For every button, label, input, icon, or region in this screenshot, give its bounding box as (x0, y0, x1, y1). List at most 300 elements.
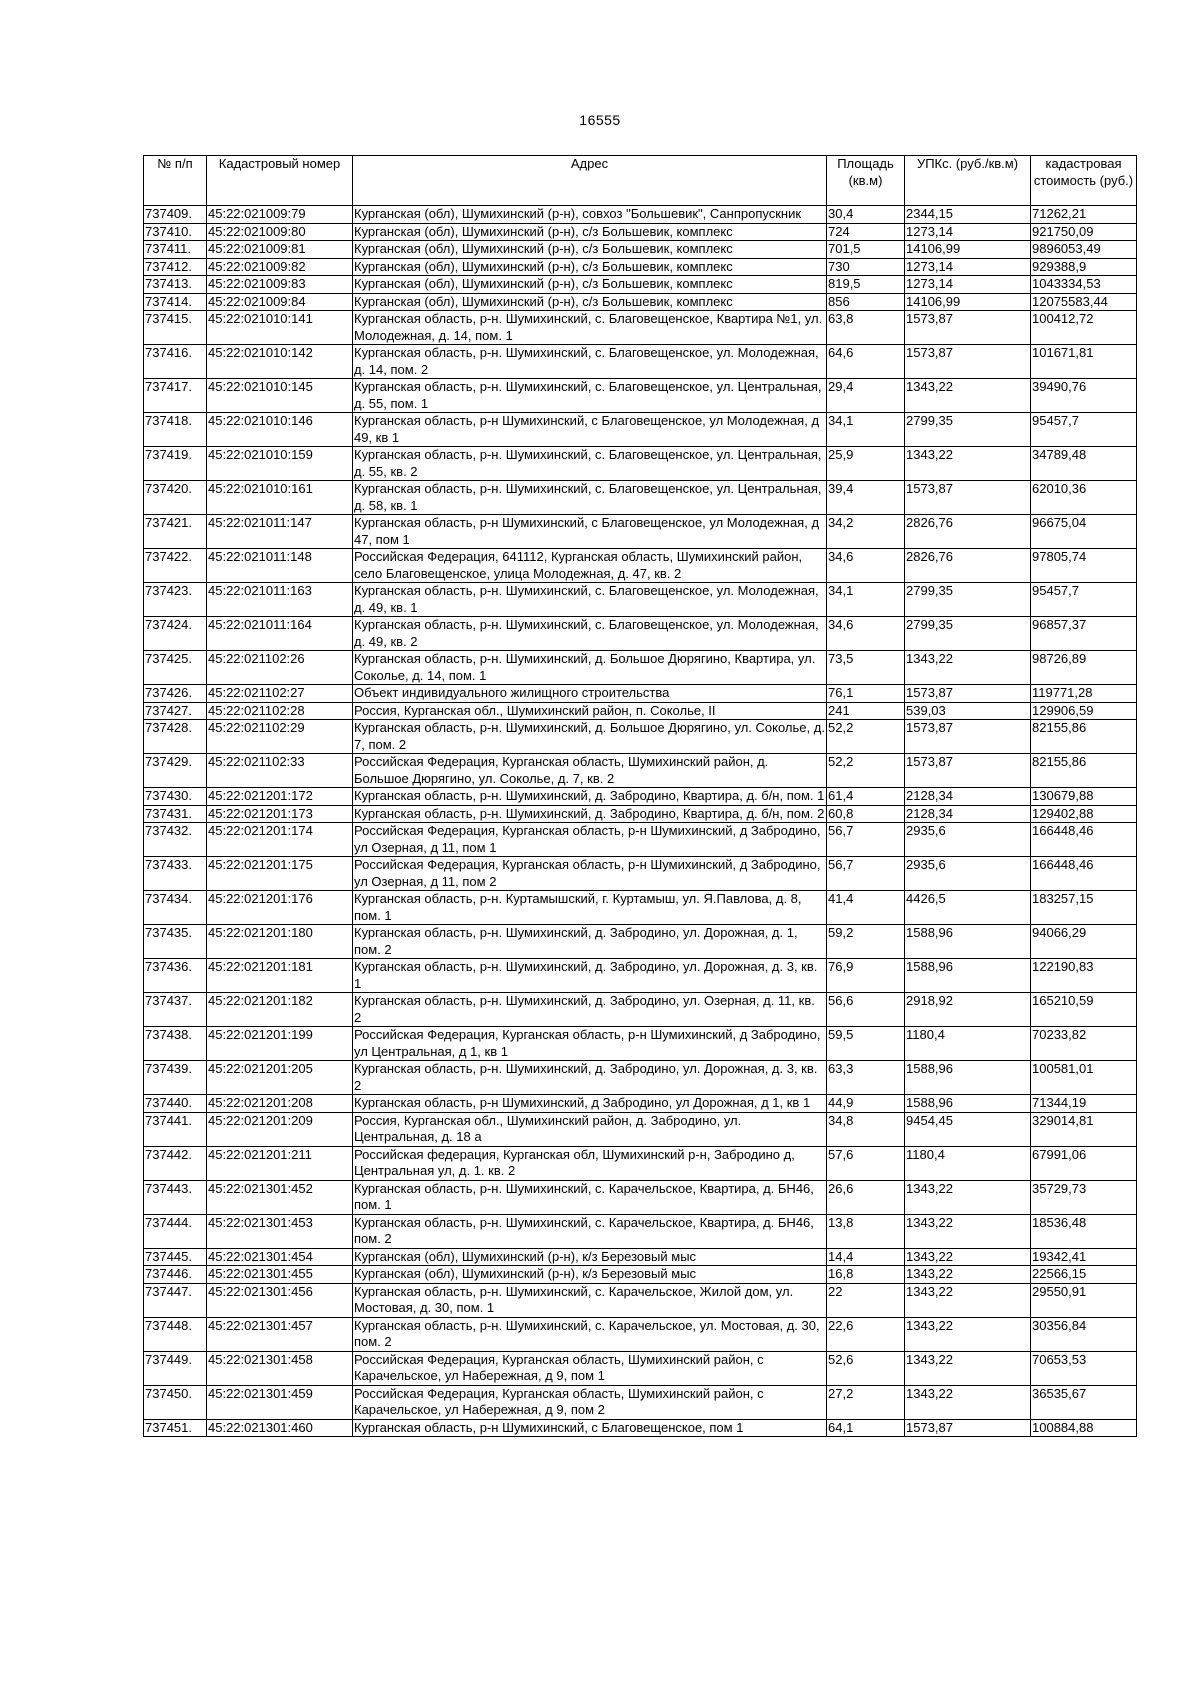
table-row (144, 702, 1137, 720)
address-cell: Курганская область, р-н. Шумихинский, с. Карачельское, Жилой дом, ул. Мостовая, д. 30, пом. 1 (353, 1283, 827, 1317)
area-cell: 819,5 (827, 276, 905, 294)
upks-cell: 1343,22 (905, 1266, 1031, 1284)
area-cell: 56,7 (827, 823, 905, 857)
address-cell: Курганская область, р-н. Шумихинский, д. Забродино, ул. Озерная, д. 11, кв. 2 (353, 993, 827, 1027)
cadastral-cost-cell: 67991,06 (1031, 1146, 1137, 1180)
row-number-cell: 737432. (144, 823, 207, 857)
cadastral-number-cell: 45:22:021010:159 (207, 447, 353, 481)
upks-cell: 2826,76 (905, 515, 1031, 549)
address-cell: Российская Федерация, 641112, Курганская область, Шумихинский район, село Благовещенское, улица Молодежная, д. 47, кв. 2 (353, 549, 827, 583)
row-number-cell: 737416. (144, 345, 207, 379)
cadastral-number-cell: 45:22:021301:456 (207, 1283, 353, 1317)
address-cell: Курганская (обл), Шумихинский (р-н), с/з Большевик, комплекс (353, 293, 827, 311)
table-body (144, 206, 1137, 1437)
address-cell: Курганская область, р-н. Шумихинский, д. Забродино, ул. Дорожная, д. 1, пом. 2 (353, 925, 827, 959)
address-cell: Курганская область, р-н. Шумихинский, с. Карачельское, Квартира, д. БН46, пом. 1 (353, 1180, 827, 1214)
row-number-cell: 737414. (144, 293, 207, 311)
cadastral-cost-cell: 70233,82 (1031, 1027, 1137, 1061)
area-cell: 56,6 (827, 993, 905, 1027)
address-cell: Курганская область, р-н. Шумихинский, с. Благовещенское, ул. Молодежная, д. 14, пом. 2 (353, 345, 827, 379)
area-cell: 29,4 (827, 379, 905, 413)
cadastral-cost-cell: 166448,46 (1031, 857, 1137, 891)
table-header-row (144, 156, 1137, 206)
area-cell: 701,5 (827, 241, 905, 259)
address-cell: Курганская область, р-н. Шумихинский, с. Благовещенское, ул. Молодежная, д. 49, кв. 1 (353, 583, 827, 617)
table-row (144, 379, 1137, 413)
upks-cell: 1343,22 (905, 1248, 1031, 1266)
cadastral-number-cell: 45:22:021010:141 (207, 311, 353, 345)
table-row (144, 1061, 1137, 1095)
table-row (144, 788, 1137, 806)
row-number-cell: 737410. (144, 223, 207, 241)
row-number-cell: 737413. (144, 276, 207, 294)
table-row (144, 1027, 1137, 1061)
area-cell: 57,6 (827, 1146, 905, 1180)
cadastral-cost-cell: 96857,37 (1031, 617, 1137, 651)
cadastral-cost-cell: 95457,7 (1031, 413, 1137, 447)
row-number-cell: 737419. (144, 447, 207, 481)
area-cell: 64,1 (827, 1419, 905, 1437)
upks-cell: 1273,14 (905, 258, 1031, 276)
address-cell: Курганская область, р-н. Куртамышский, г. Куртамыш, ул. Я.Павлова, д. 8, пом. 1 (353, 891, 827, 925)
cadastral-cost-cell: 165210,59 (1031, 993, 1137, 1027)
cadastral-number-cell: 45:22:021011:163 (207, 583, 353, 617)
area-cell: 26,6 (827, 1180, 905, 1214)
upks-cell: 1343,22 (905, 1317, 1031, 1351)
table-row (144, 583, 1137, 617)
cadastral-number-cell: 45:22:021009:83 (207, 276, 353, 294)
cadastral-number-cell: 45:22:021201:211 (207, 1146, 353, 1180)
cadastral-cost-cell: 183257,15 (1031, 891, 1137, 925)
area-cell: 22 (827, 1283, 905, 1317)
upks-cell: 539,03 (905, 702, 1031, 720)
address-cell: Курганская область, р-н. Шумихинский, с. Благовещенское, ул. Центральная, д. 55, кв. 2 (353, 447, 827, 481)
table-row (144, 1214, 1137, 1248)
table-row (144, 1146, 1137, 1180)
upks-cell: 2918,92 (905, 993, 1031, 1027)
cadastral-cost-cell: 71262,21 (1031, 206, 1137, 224)
row-number-cell: 737418. (144, 413, 207, 447)
address-cell: Курганская область, р-н. Шумихинский, д. Забродино, ул. Дорожная, д. 3, кв. 1 (353, 959, 827, 993)
row-number-cell: 737436. (144, 959, 207, 993)
table-row (144, 1385, 1137, 1419)
table-row (144, 617, 1137, 651)
cadastral-number-cell: 45:22:021201:199 (207, 1027, 353, 1061)
table-row (144, 754, 1137, 788)
address-cell: Курганская (обл), Шумихинский (р-н), совхоз "Большевик", Санпропускник (353, 206, 827, 224)
address-cell: Курганская область, р-н Шумихинский, с Благовещенское, пом 1 (353, 1419, 827, 1437)
row-number-cell: 737444. (144, 1214, 207, 1248)
cadastral-cost-cell: 29550,91 (1031, 1283, 1137, 1317)
row-number-cell: 737443. (144, 1180, 207, 1214)
cadastral-cost-cell: 101671,81 (1031, 345, 1137, 379)
cadastral-cost-cell: 95457,7 (1031, 583, 1137, 617)
table-row (144, 413, 1137, 447)
cadastral-number-cell: 45:22:021011:148 (207, 549, 353, 583)
table-row (144, 651, 1137, 685)
address-cell: Курганская область, р-н Шумихинский, с Благовещенское, ул Молодежная, д 47, пом 1 (353, 515, 827, 549)
address-cell: Курганская область, р-н. Шумихинский, с. Благовещенское, Квартира №1, ул. Молодежная, д. 14, пом. 1 (353, 311, 827, 345)
table-row (144, 206, 1137, 224)
address-cell: Российская Федерация, Курганская область, Шумихинский район, с Карачельское, ул Набережная, д 9, пом 2 (353, 1385, 827, 1419)
page-number: 16555 (579, 112, 621, 128)
address-cell: Курганская область, р-н. Шумихинский, с. Благовещенское, ул. Центральная, д. 55, пом. 1 (353, 379, 827, 413)
area-cell: 64,6 (827, 345, 905, 379)
column-header-cadastral-cost: кадастровая стоимость (руб.) (1031, 156, 1137, 206)
row-number-cell: 737445. (144, 1248, 207, 1266)
address-cell: Российская федерация, Курганская обл, Шумихинский р-н, Забродино д, Центральная ул, д. 1. кв. 2 (353, 1146, 827, 1180)
cadastral-number-cell: 45:22:021009:80 (207, 223, 353, 241)
upks-cell: 1343,22 (905, 447, 1031, 481)
upks-cell: 1573,87 (905, 754, 1031, 788)
cadastral-number-cell: 45:22:021201:205 (207, 1061, 353, 1095)
row-number-cell: 737435. (144, 925, 207, 959)
address-cell: Курганская область, р-н Шумихинский, д Забродино, ул Дорожная, д 1, кв 1 (353, 1095, 827, 1113)
table-row (144, 549, 1137, 583)
row-number-cell: 737424. (144, 617, 207, 651)
table-row (144, 1266, 1137, 1284)
area-cell: 63,3 (827, 1061, 905, 1095)
table-row (144, 1351, 1137, 1385)
area-cell: 61,4 (827, 788, 905, 806)
table-row (144, 1419, 1137, 1437)
upks-cell: 1343,22 (905, 651, 1031, 685)
cadastral-number-cell: 45:22:021011:147 (207, 515, 353, 549)
table-row (144, 925, 1137, 959)
upks-cell: 2799,35 (905, 583, 1031, 617)
address-cell: Российская Федерация, Курганская область, Шумихинский район, с Карачельское, ул Набережная, д 9, пом 1 (353, 1351, 827, 1385)
cadastral-cost-cell: 19342,41 (1031, 1248, 1137, 1266)
cadastral-cost-cell: 39490,76 (1031, 379, 1137, 413)
cadastral-cost-cell: 9896053,49 (1031, 241, 1137, 259)
cadastral-number-cell: 45:22:021201:180 (207, 925, 353, 959)
upks-cell: 2826,76 (905, 549, 1031, 583)
cadastral-number-cell: 45:22:021301:455 (207, 1266, 353, 1284)
area-cell: 27,2 (827, 1385, 905, 1419)
row-number-cell: 737448. (144, 1317, 207, 1351)
upks-cell: 1573,87 (905, 720, 1031, 754)
cadastral-cost-cell: 100581,01 (1031, 1061, 1137, 1095)
upks-cell: 1273,14 (905, 276, 1031, 294)
cadastral-number-cell: 45:22:021301:458 (207, 1351, 353, 1385)
upks-cell: 1588,96 (905, 1061, 1031, 1095)
cadastral-number-cell: 45:22:021201:173 (207, 805, 353, 823)
cadastral-number-cell: 45:22:021301:453 (207, 1214, 353, 1248)
address-cell: Курганская область, р-н Шумихинский, с Благовещенское, ул Молодежная, д 49, кв 1 (353, 413, 827, 447)
cadastral-number-cell: 45:22:021301:459 (207, 1385, 353, 1419)
cadastral-cost-cell: 36535,67 (1031, 1385, 1137, 1419)
row-number-cell: 737415. (144, 311, 207, 345)
upks-cell: 1343,22 (905, 1351, 1031, 1385)
table-row (144, 345, 1137, 379)
cadastral-cost-cell: 96675,04 (1031, 515, 1137, 549)
cadastral-number-cell: 45:22:021102:26 (207, 651, 353, 685)
cadastral-cost-cell: 129402,88 (1031, 805, 1137, 823)
cadastral-number-cell: 45:22:021009:81 (207, 241, 353, 259)
area-cell: 76,9 (827, 959, 905, 993)
row-number-cell: 737427. (144, 702, 207, 720)
cadastral-number-cell: 45:22:021201:174 (207, 823, 353, 857)
column-header-upks: УПКс. (руб./кв.м) (905, 156, 1031, 206)
upks-cell: 1273,14 (905, 223, 1031, 241)
cadastral-number-cell: 45:22:021301:452 (207, 1180, 353, 1214)
upks-cell: 9454,45 (905, 1112, 1031, 1146)
address-cell: Российская Федерация, Курганская область, р-н Шумихинский, д Забродино, ул Центральная, д 1, кв 1 (353, 1027, 827, 1061)
row-number-cell: 737440. (144, 1095, 207, 1113)
cadastral-number-cell: 45:22:021201:175 (207, 857, 353, 891)
table-row (144, 515, 1137, 549)
cadastral-cost-cell: 100412,72 (1031, 311, 1137, 345)
upks-cell: 1343,22 (905, 1283, 1031, 1317)
cadastral-number-cell: 45:22:021102:33 (207, 754, 353, 788)
row-number-cell: 737434. (144, 891, 207, 925)
cadastral-cost-cell: 12075583,44 (1031, 293, 1137, 311)
row-number-cell: 737421. (144, 515, 207, 549)
upks-cell: 1573,87 (905, 345, 1031, 379)
cadastral-number-cell: 45:22:021201:209 (207, 1112, 353, 1146)
cadastral-cost-cell: 130679,88 (1031, 788, 1137, 806)
area-cell: 52,2 (827, 754, 905, 788)
cadastral-number-cell: 45:22:021011:164 (207, 617, 353, 651)
area-cell: 56,7 (827, 857, 905, 891)
address-cell: Курганская (обл), Шумихинский (р-н), с/з Большевик, комплекс (353, 223, 827, 241)
row-number-cell: 737429. (144, 754, 207, 788)
address-cell: Курганская область, р-н. Шумихинский, с. Благовещенское, ул. Молодежная, д. 49, кв. 2 (353, 617, 827, 651)
cadastral-cost-cell: 119771,28 (1031, 685, 1137, 703)
cadastral-cost-cell: 22566,15 (1031, 1266, 1137, 1284)
row-number-cell: 737437. (144, 993, 207, 1027)
address-cell: Россия, Курганская обл., Шумихинский район, п. Соколье, II (353, 702, 827, 720)
area-cell: 34,8 (827, 1112, 905, 1146)
area-cell: 60,8 (827, 805, 905, 823)
row-number-cell: 737412. (144, 258, 207, 276)
cadastral-cost-cell: 129906,59 (1031, 702, 1137, 720)
area-cell: 34,1 (827, 413, 905, 447)
area-cell: 59,2 (827, 925, 905, 959)
address-cell: Российская Федерация, Курганская область, Шумихинский район, д. Большое Дюрягино, ул. Соколье, д. 7, кв. 2 (353, 754, 827, 788)
table-row (144, 1095, 1137, 1113)
area-cell: 241 (827, 702, 905, 720)
address-cell: Курганская область, р-н. Шумихинский, д. Забродино, ул. Дорожная, д. 3, кв. 2 (353, 1061, 827, 1095)
table-row (144, 258, 1137, 276)
cadastral-cost-cell: 34789,48 (1031, 447, 1137, 481)
upks-cell: 14106,99 (905, 293, 1031, 311)
cadastral-number-cell: 45:22:021201:172 (207, 788, 353, 806)
cadastral-cost-cell: 71344,19 (1031, 1095, 1137, 1113)
upks-cell: 1573,87 (905, 685, 1031, 703)
cadastral-cost-cell: 122190,83 (1031, 959, 1137, 993)
row-number-cell: 737447. (144, 1283, 207, 1317)
table-row (144, 241, 1137, 259)
cadastral-cost-cell: 97805,74 (1031, 549, 1137, 583)
cadastral-number-cell: 45:22:021201:176 (207, 891, 353, 925)
table-row (144, 1180, 1137, 1214)
area-cell: 856 (827, 293, 905, 311)
address-cell: Курганская область, р-н. Шумихинский, д. Большое Дюрягино, Квартира, ул. Соколье, д. 14, пом. 1 (353, 651, 827, 685)
address-cell: Курганская область, р-н. Шумихинский, д. Большое Дюрягино, ул. Соколье, д. 7, пом. 2 (354, 720, 825, 752)
address-cell: Российская Федерация, Курганская область, р-н Шумихинский, д Забродино, ул Озерная, д 11, пом 1 (353, 823, 827, 857)
cadastral-number-cell: 45:22:021009:84 (207, 293, 353, 311)
table-row (144, 805, 1137, 823)
cadastral-cost-cell: 30356,84 (1031, 1317, 1137, 1351)
area-cell: 73,5 (827, 651, 905, 685)
table-row (144, 1317, 1137, 1351)
upks-cell: 1588,96 (905, 959, 1031, 993)
table-row (144, 993, 1137, 1027)
row-number-cell: 737439. (144, 1061, 207, 1095)
upks-cell: 1588,96 (905, 1095, 1031, 1113)
area-cell: 724 (827, 223, 905, 241)
area-cell: 22,6 (827, 1317, 905, 1351)
cadastral-number-cell: 45:22:021010:161 (207, 481, 353, 515)
cadastral-number-cell: 45:22:021301:454 (207, 1248, 353, 1266)
address-cell: Курганская (обл), Шумихинский (р-н), с/з Большевик, комплекс (353, 241, 827, 259)
table-row (144, 447, 1137, 481)
cadastral-number-cell: 45:22:021102:27 (207, 685, 353, 703)
column-header-area: Площадь (кв.м) (827, 156, 905, 206)
cadastral-number-cell: 45:22:021201:208 (207, 1095, 353, 1113)
area-cell: 14,4 (827, 1248, 905, 1266)
column-header-num: № п/п (144, 156, 207, 206)
table-row (144, 959, 1137, 993)
cadastral-number-cell: 45:22:021009:79 (207, 206, 353, 224)
cadastral-value-table (143, 155, 1137, 1437)
address-cell: Курганская (обл), Шумихинский (р-н), с/з Большевик, комплекс (353, 258, 827, 276)
cadastral-cost-cell: 929388,9 (1031, 258, 1137, 276)
table-row (144, 891, 1137, 925)
upks-cell: 2799,35 (905, 617, 1031, 651)
cadastral-cost-cell: 82155,86 (1031, 754, 1137, 788)
table-row (144, 1248, 1137, 1266)
upks-cell: 1343,22 (905, 1385, 1031, 1419)
address-cell: Курганская область, р-н. Шумихинский, с. Карачельское, ул. Мостовая, д. 30, пом. 2 (353, 1317, 827, 1351)
row-number-cell: 737431. (144, 805, 207, 823)
area-cell: 52,2 (827, 720, 905, 754)
upks-cell: 1343,22 (905, 1214, 1031, 1248)
table-row (144, 311, 1137, 345)
area-cell: 63,8 (827, 311, 905, 345)
table-row (144, 276, 1137, 294)
upks-cell: 2935,6 (905, 823, 1031, 857)
row-number-cell: 737428. (144, 720, 207, 754)
row-number-cell: 737417. (144, 379, 207, 413)
row-number-cell: 737441. (144, 1112, 207, 1146)
area-cell: 34,1 (827, 583, 905, 617)
row-number-cell: 737423. (144, 583, 207, 617)
row-number-cell: 737442. (144, 1146, 207, 1180)
cadastral-number-cell: 45:22:021301:457 (207, 1317, 353, 1351)
row-number-cell: 737426. (144, 685, 207, 703)
area-cell: 34,6 (827, 617, 905, 651)
upks-cell: 2344,15 (905, 206, 1031, 224)
address-cell: Курганская область, р-н. Шумихинский, д. Забродино, Квартира, д. б/н, пом. 2 (353, 805, 827, 823)
cadastral-number-cell: 45:22:021010:142 (207, 345, 353, 379)
address-cell: Курганская область, р-н. Шумихинский, с. Благовещенское, ул. Центральная, д. 58, кв. 1 (353, 481, 827, 515)
cadastral-cost-cell: 921750,09 (1031, 223, 1137, 241)
table-row (144, 720, 1137, 754)
area-cell: 30,4 (827, 206, 905, 224)
area-cell: 34,6 (827, 549, 905, 583)
cadastral-cost-cell: 62010,36 (1031, 481, 1137, 515)
upks-cell: 4426,5 (905, 891, 1031, 925)
table-row (144, 685, 1137, 703)
area-cell: 16,8 (827, 1266, 905, 1284)
cadastral-cost-cell: 1043334,53 (1031, 276, 1137, 294)
upks-cell: 1180,4 (905, 1027, 1031, 1061)
upks-cell: 14106,99 (905, 241, 1031, 259)
table-row (144, 481, 1137, 515)
area-cell: 52,6 (827, 1351, 905, 1385)
table-row (144, 1283, 1137, 1317)
area-cell: 34,2 (827, 515, 905, 549)
address-cell: Объект индивидуального жилищного строительства (353, 685, 827, 703)
cadastral-number-cell: 45:22:021010:146 (207, 413, 353, 447)
row-number-cell: 737422. (144, 549, 207, 583)
cadastral-number-cell: 45:22:021102:29 (207, 720, 353, 754)
upks-cell: 1180,4 (905, 1146, 1031, 1180)
row-number-cell: 737433. (144, 857, 207, 891)
upks-cell: 1588,96 (905, 925, 1031, 959)
cadastral-cost-cell: 82155,86 (1031, 720, 1137, 754)
area-cell: 59,5 (827, 1027, 905, 1061)
upks-cell: 2935,6 (905, 857, 1031, 891)
area-cell: 44,9 (827, 1095, 905, 1113)
row-number-cell: 737420. (144, 481, 207, 515)
table-row (144, 857, 1137, 891)
column-header-address: Адрес (353, 156, 827, 206)
upks-cell: 2128,34 (905, 788, 1031, 806)
cadastral-cost-cell: 98726,89 (1031, 651, 1137, 685)
upks-cell: 1573,87 (905, 1419, 1031, 1437)
row-number-cell: 737451. (144, 1419, 207, 1437)
upks-cell: 1573,87 (905, 481, 1031, 515)
row-number-cell: 737409. (144, 206, 207, 224)
address-cell: Курганская область, р-н. Шумихинский, с. Карачельское, Квартира, д. БН46, пом. 2 (353, 1214, 827, 1248)
cadastral-number-cell: 45:22:021010:145 (207, 379, 353, 413)
cadastral-cost-cell: 70653,53 (1031, 1351, 1137, 1385)
table-row (144, 1112, 1137, 1146)
upks-cell: 2128,34 (905, 805, 1031, 823)
cadastral-cost-cell: 35729,73 (1031, 1180, 1137, 1214)
address-cell: Курганская (обл), Шумихинский (р-н), к/з Березовый мыс (353, 1266, 827, 1284)
table-row (144, 823, 1137, 857)
cadastral-number-cell: 45:22:021102:28 (207, 702, 353, 720)
row-number-cell: 737449. (144, 1351, 207, 1385)
column-header-cadastral-number: Кадастровый номер (207, 156, 353, 206)
row-number-cell: 737430. (144, 788, 207, 806)
row-number-cell: 737425. (144, 651, 207, 685)
address-cell: Россия, Курганская обл., Шумихинский район, д. Забродино, ул. Центральная, д. 18 а (353, 1112, 827, 1146)
area-cell: 13,8 (827, 1214, 905, 1248)
table-row (144, 223, 1137, 241)
upks-cell: 1343,22 (905, 379, 1031, 413)
area-cell: 41,4 (827, 891, 905, 925)
address-cell: Курганская область, р-н. Шумихинский, д. Забродино, Квартира, д. б/н, пом. 1 (353, 788, 827, 806)
upks-cell: 1573,87 (905, 311, 1031, 345)
cadastral-cost-cell: 166448,46 (1031, 823, 1137, 857)
upks-cell: 1343,22 (905, 1180, 1031, 1214)
cadastral-number-cell: 45:22:021009:82 (207, 258, 353, 276)
address-cell: Российская Федерация, Курганская область, р-н Шумихинский, д Забродино, ул Озерная, д 11, пом 2 (353, 857, 827, 891)
row-number-cell: 737438. (144, 1027, 207, 1061)
table-row (144, 293, 1137, 311)
area-cell: 730 (827, 258, 905, 276)
area-cell: 25,9 (827, 447, 905, 481)
row-number-cell: 737411. (144, 241, 207, 259)
cadastral-cost-cell: 18536,48 (1031, 1214, 1137, 1248)
cadastral-number-cell: 45:22:021201:182 (207, 993, 353, 1027)
cadastral-number-cell: 45:22:021201:181 (207, 959, 353, 993)
